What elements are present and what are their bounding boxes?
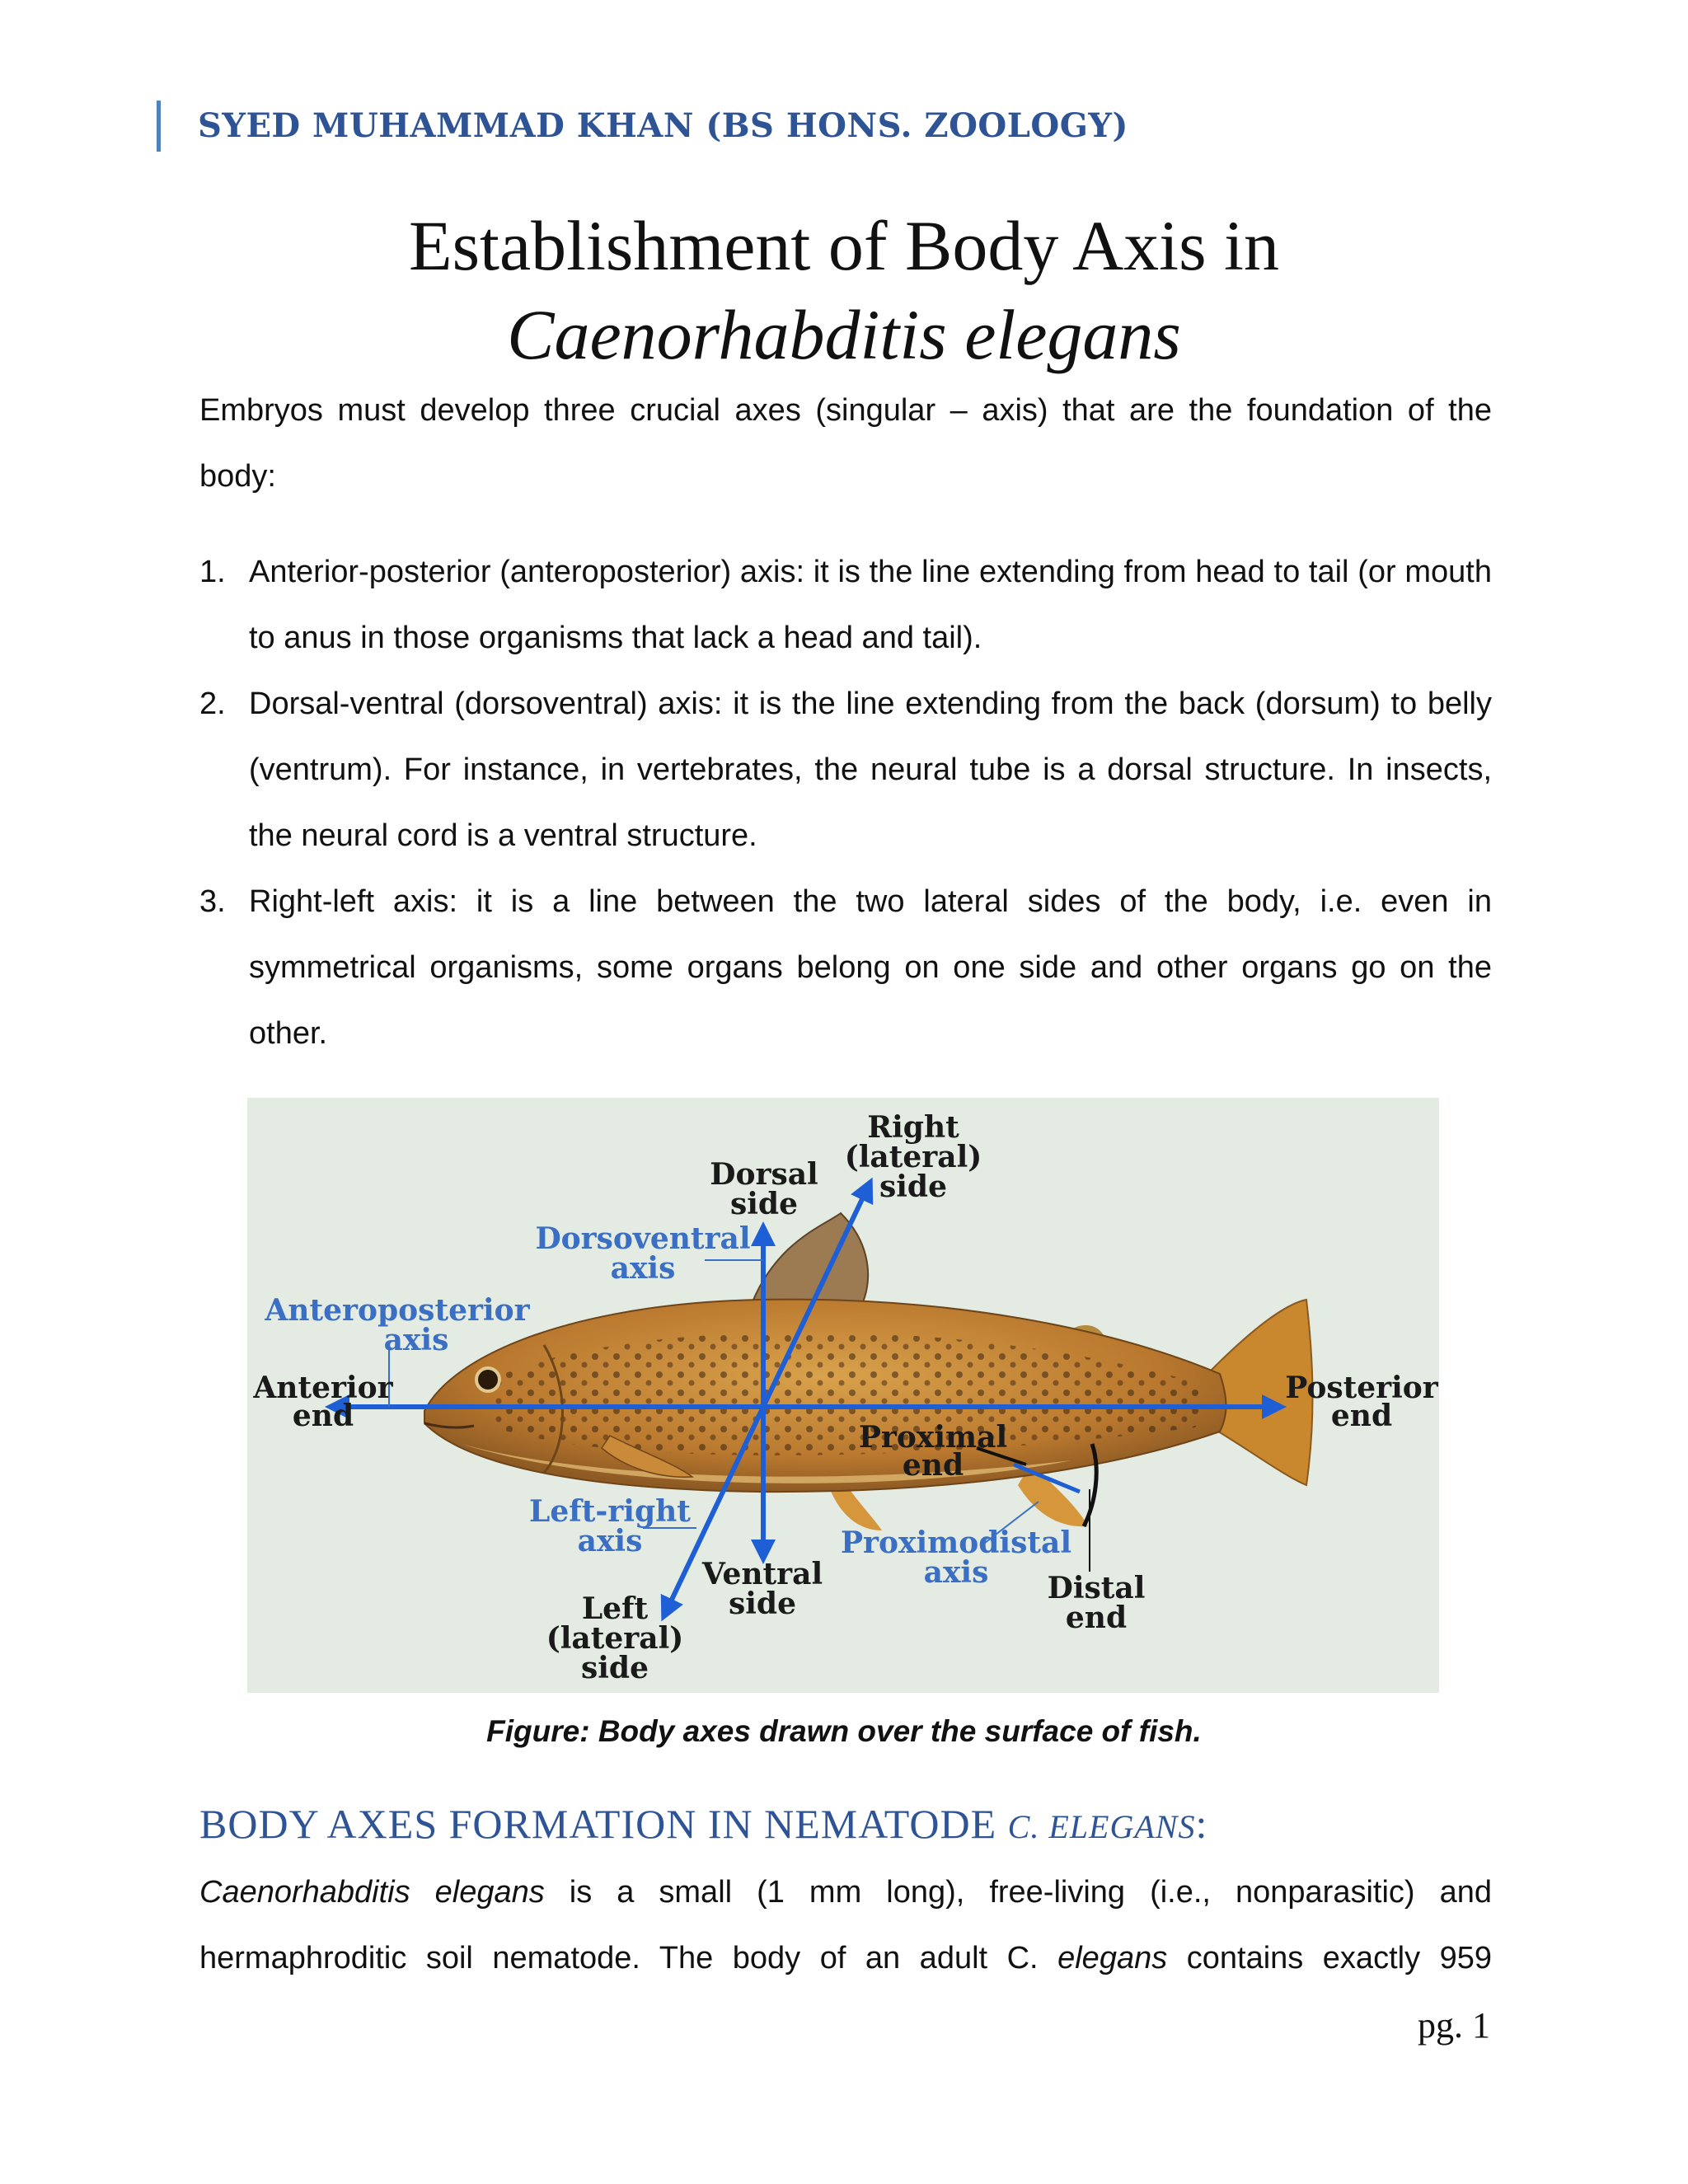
paragraph-species-2: elegans xyxy=(1057,1941,1168,1975)
label-ap-2: axis xyxy=(383,1323,449,1357)
section-heading-species: C. ELEGANS xyxy=(1007,1808,1196,1845)
page-number: pg. 1 xyxy=(1418,2005,1490,2046)
label-left-1: Left xyxy=(581,1591,649,1626)
label-ventral-2: side xyxy=(728,1586,797,1621)
label-anterior-1: Anterior xyxy=(253,1371,393,1405)
paragraph-text-1: is a small (1 mm long), free-living (i.e., nonparasitic) and hermaphroditic soil nematode. The body of an adult C. xyxy=(199,1875,1492,1975)
list-item xyxy=(199,671,1492,869)
label-proximal-1: Proximal xyxy=(858,1420,1008,1455)
label-dv-1: Dorsoventral xyxy=(535,1221,751,1256)
label-dv-2: axis xyxy=(610,1251,676,1286)
section-heading xyxy=(199,1800,1207,1848)
title-line-2: Caenorhabditis elegans xyxy=(507,295,1181,374)
label-left-2: (lateral) xyxy=(546,1621,684,1656)
label-right-2: (lateral) xyxy=(844,1140,982,1174)
section-paragraph xyxy=(199,1859,1492,1991)
label-lr-2: axis xyxy=(577,1524,643,1558)
page-title xyxy=(0,201,1688,379)
label-distal-2: end xyxy=(1065,1601,1128,1635)
list-text: Dorsal-ventral (dorsoventral) axis: it is the line extending from the back (dorsum) to belly (ventrum). For instance, in vertebrates, the neural tube is a dorsal structure. In insects, the neural cord is a ventral structure. xyxy=(249,687,1492,853)
fish-eye xyxy=(476,1368,499,1391)
label-posterior-2: end xyxy=(1330,1399,1393,1433)
paragraph-text-2: contains exactly 959 xyxy=(1167,1941,1492,1975)
section-heading-text: BODY AXES FORMATION IN NEMATODE xyxy=(199,1801,1008,1847)
title-line-1: Establishment of Body Axis in xyxy=(409,206,1279,285)
list-text: Right-left axis: it is a line between the two lateral sides of the body, i.e. even in symmetrical organisms, some organs belong on one side and other organs go on the other. xyxy=(249,884,1492,1051)
section-heading-colon: : xyxy=(1195,1801,1208,1847)
fish-diagram xyxy=(247,1098,1439,1693)
label-right-3: side xyxy=(879,1169,948,1204)
list-item xyxy=(199,539,1492,671)
label-pd-1: Proximodistal xyxy=(840,1526,1072,1560)
label-lr-1: Left-right xyxy=(529,1494,691,1529)
list-number: 2. xyxy=(199,687,226,721)
list-text: Anterior-posterior (anteroposterior) axis: it is the line extending from head to tail (or mouth to anus in those organisms that lack a head and tail). xyxy=(249,555,1492,655)
label-pd-2: axis xyxy=(923,1555,989,1590)
label-anterior-2: end xyxy=(292,1399,354,1433)
list-number: 1. xyxy=(199,555,226,589)
label-ap-1: Anteroposterior xyxy=(265,1293,530,1328)
label-ventral-1: Ventral xyxy=(701,1557,823,1591)
paragraph-species: Caenorhabditis elegans xyxy=(199,1875,545,1910)
list-item xyxy=(199,869,1492,1066)
intro-paragraph: Embryos must develop three crucial axes (singular – axis) that are the foundation of the body: xyxy=(199,393,1492,494)
label-proximal-2: end xyxy=(902,1448,964,1483)
figure-caption: Figure: Body axes drawn over the surface of fish. xyxy=(486,1714,1202,1748)
label-right-1: Right xyxy=(867,1110,959,1145)
axes-list xyxy=(199,539,1492,1066)
label-distal-1: Distal xyxy=(1047,1571,1146,1605)
label-dorsal-2: side xyxy=(729,1187,799,1221)
label-dorsal-1: Dorsal xyxy=(710,1157,818,1192)
header-author: SYED MUHAMMAD KHAN (BS HONS. ZOOLOGY) xyxy=(198,106,1128,145)
list-number: 3. xyxy=(199,884,226,919)
label-posterior-1: Posterior xyxy=(1285,1371,1438,1405)
header-accent-bar xyxy=(157,101,161,152)
label-left-3: side xyxy=(580,1651,649,1685)
fish-body-axes-figure xyxy=(247,1098,1439,1693)
